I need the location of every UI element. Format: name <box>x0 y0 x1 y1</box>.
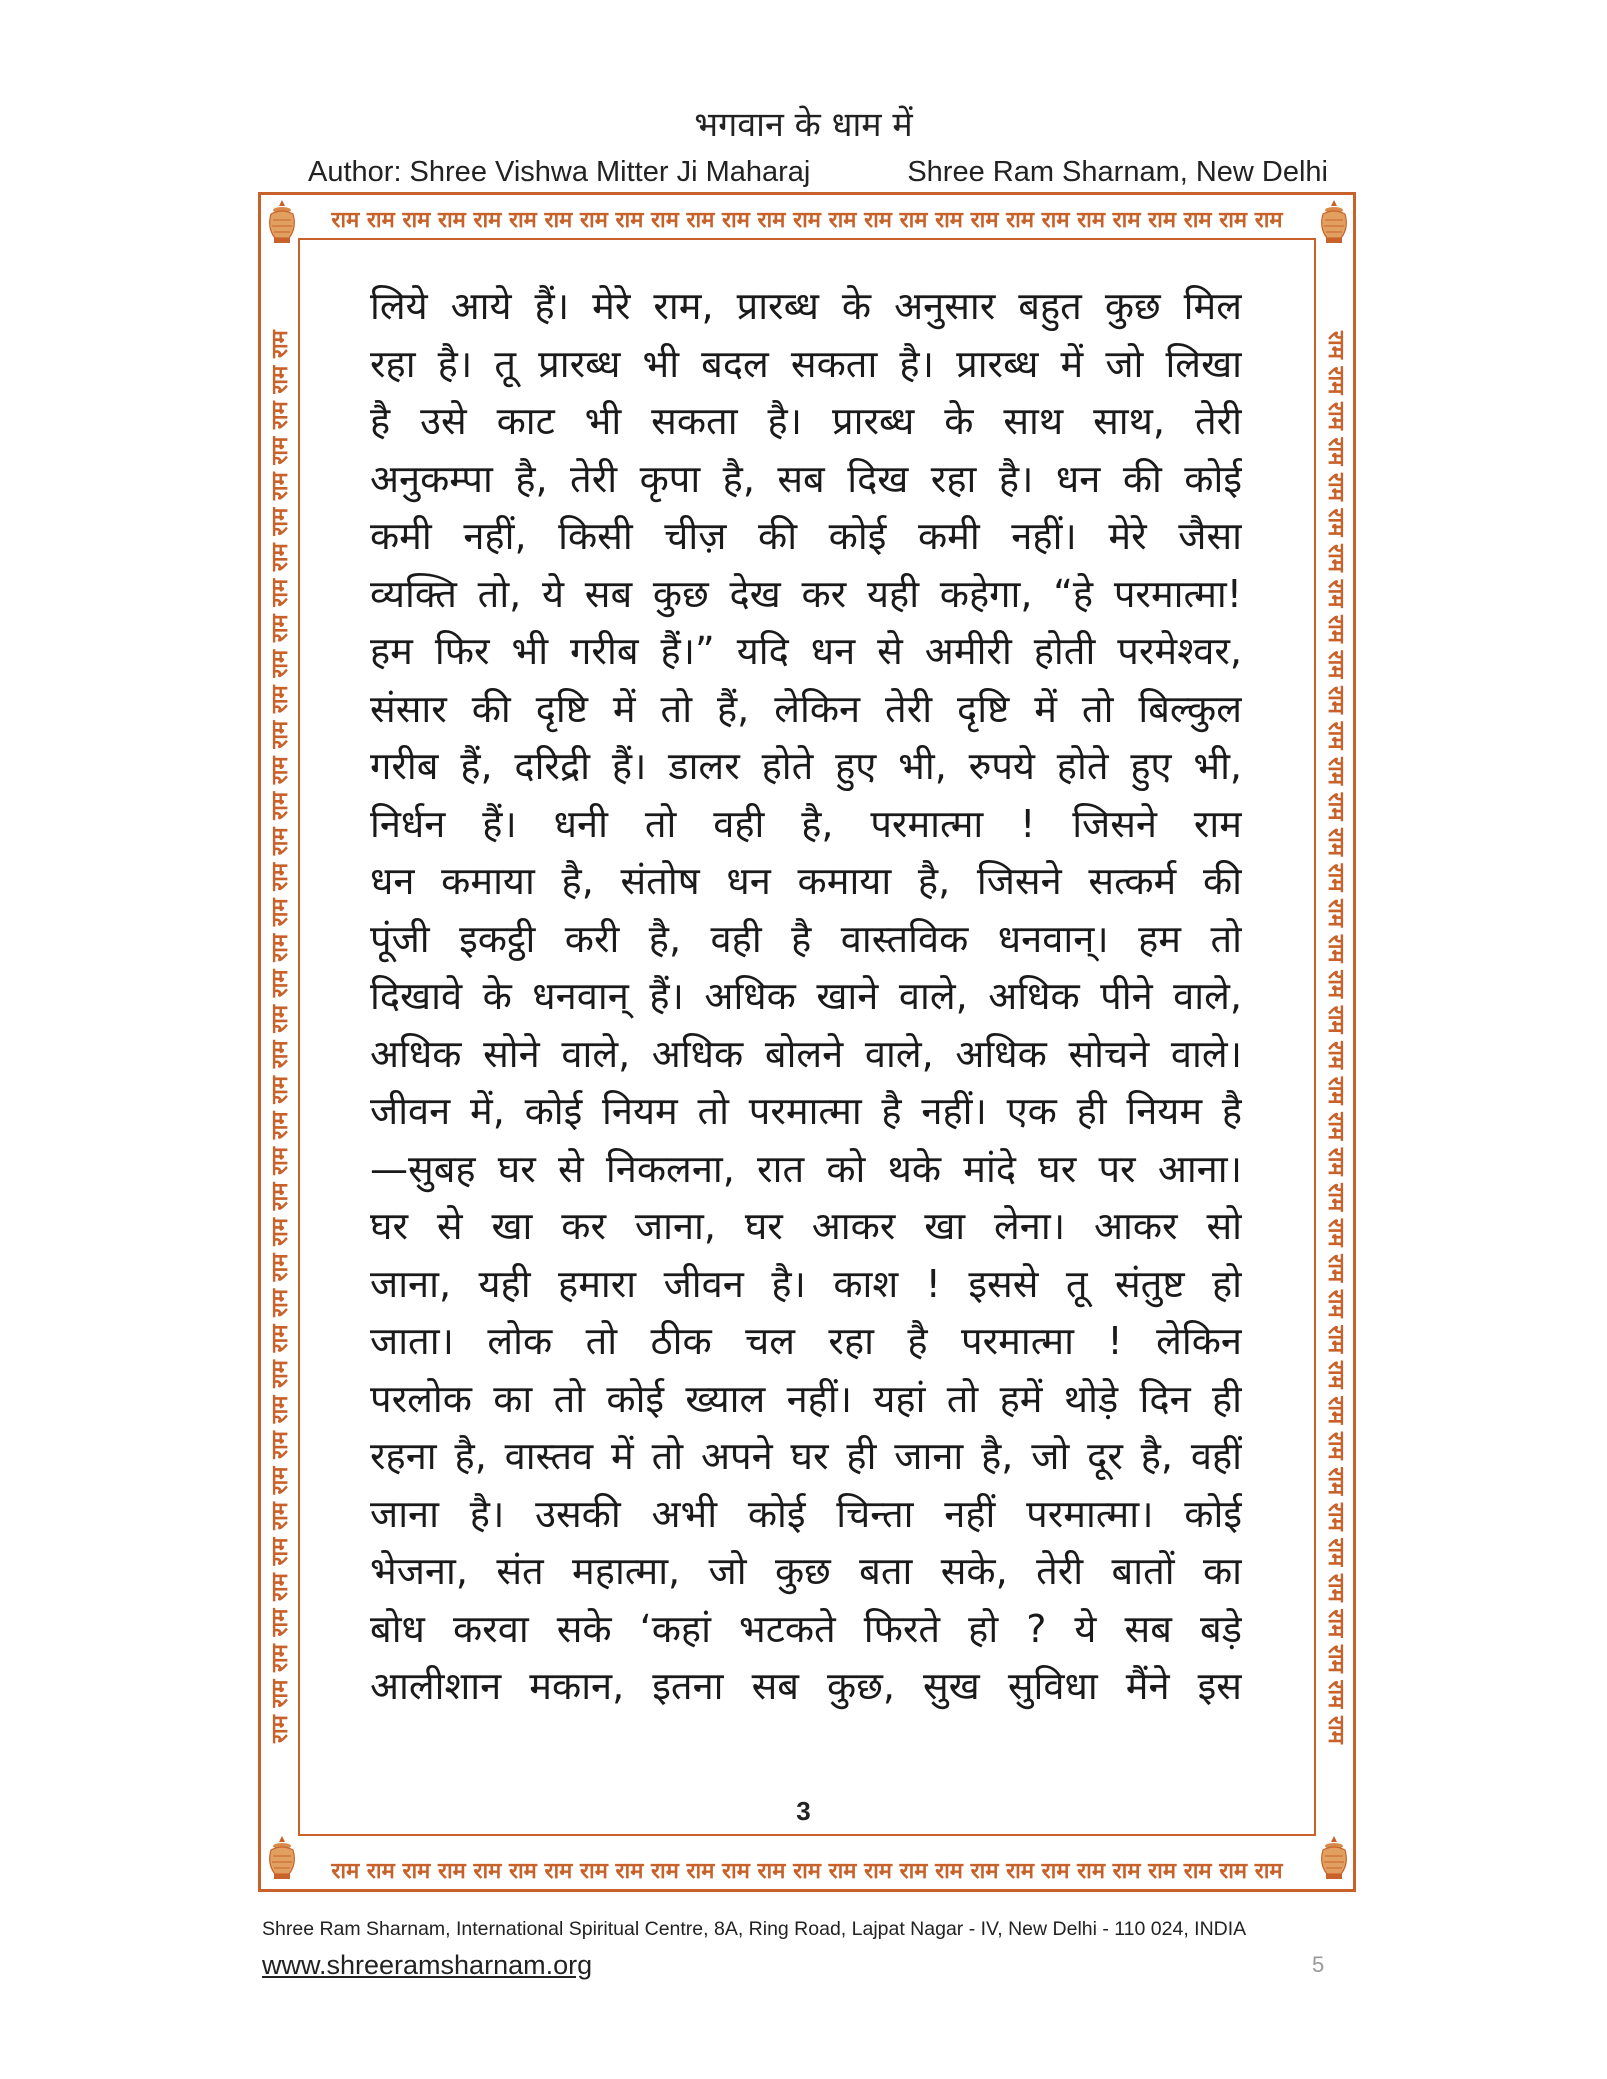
body-line: गरीब हैं, दरिद्री हैं। डालर होते हुए भी, रुपये होते हुए भी, <box>370 744 1242 788</box>
body-line: आलीशान मकान, इतना सब कुछ, सुख सुविधा मैंने इस <box>370 1664 1242 1708</box>
body-line: धन कमाया है, संतोष धन कमाया है, जिसने सत्कर्म की <box>370 859 1242 903</box>
body-line: हम फिर भी गरीब हैं।” यदि धन से अमीरी होती परमेश्वर, <box>370 629 1242 673</box>
author-line <box>308 156 1328 189</box>
body-line: बोध करवा सके ‘कहां भटकते फिरते हो ? ये सब बड़े <box>370 1606 1242 1651</box>
border-band-top: राम राम राम राम राम राम राम राम राम राम राम राम राम राम राम राम राम राम राम राम राम राम राम राम राम राम राम <box>331 208 1283 233</box>
body-line: संसार की दृष्टि में तो हैं, लेकिन तेरी दृष्टि में तो बिल्कुल <box>370 686 1242 731</box>
border-band-bottom: राम राम राम राम राम राम राम राम राम राम राम राम राम राम राम राम राम राम राम राम राम राम राम राम राम राम राम <box>331 1859 1283 1884</box>
body-line: परलोक का तो कोई ख्याल नहीं। यहां तो हमें थोड़े दिन ही <box>370 1376 1242 1421</box>
organization-name: Shree Ram Sharnam, New Delhi <box>907 156 1328 188</box>
body-line: घर से खा कर जाना, घर आकर खा लेना। आकर सो <box>370 1204 1242 1248</box>
body-line: अनुकम्पा है, तेरी कृपा है, सब दिख रहा है। धन की कोई <box>370 456 1242 501</box>
body-line: अधिक सोने वाले, अधिक बोलने वाले, अधिक सोचने वाले। <box>370 1031 1242 1076</box>
body-line: भेजना, संत महात्मा, जो कुछ बता सके, तेरी बातों का <box>370 1549 1242 1593</box>
kalash-icon <box>265 198 299 248</box>
body-line: व्यक्ति तो, ये सब कुछ देख कर यही कहेगा, “हे परमात्मा! <box>370 571 1242 616</box>
page-title: भगवान के धाम में <box>694 105 913 145</box>
footer-address: Shree Ram Sharnam, International Spiritual Centre, 8A, Ring Road, Lajpat Nagar - IV, New Delhi - 110 024, INDIA <box>262 1918 1247 1940</box>
body-line: रहा है। तू प्रारब्ध भी बदल सकता है। प्रारब्ध में जो लिखा <box>370 341 1242 386</box>
body-line: निर्धन हैं। धनी तो वही है, परमात्मा ! जिसने राम <box>370 801 1242 846</box>
author-name: Author: Shree Vishwa Mitter Ji Maharaj <box>308 156 811 188</box>
border-band-left: राम राम राम राम राम राम राम राम राम राम राम राम राम राम राम राम राम राम राम राम राम राम राम राम राम राम राम राम राम राम राम राम राम राम राम राम राम राम राम राम <box>268 330 293 1744</box>
body-line: रहना है, वास्तव में तो अपने घर ही जाना है, जो दूर है, वहीं <box>370 1434 1242 1478</box>
body-line: —सुबह घर से निकलना, रात को थके मांदे घर पर आना। <box>370 1146 1242 1191</box>
body-line: है उसे काट भी सकता है। प्रारब्ध के साथ साथ, तेरी <box>370 399 1242 443</box>
body-line: जीवन में, कोई नियम तो परमात्मा है नहीं। एक ही नियम है <box>370 1089 1242 1133</box>
body-line: कमी नहीं, किसी चीज़ की कोई कमी नहीं। मेरे जैसा <box>370 514 1242 558</box>
body-line: दिखावे के धनवान् हैं। अधिक खाने वाले, अधिक पीने वाले, <box>370 974 1242 1018</box>
inner-page-number: 3 <box>796 1796 811 1826</box>
kalash-icon <box>1317 198 1351 248</box>
body-line: जाता। लोक तो ठीक चल रहा है परमात्मा ! लेकिन <box>370 1319 1242 1363</box>
body-line: जाना, यही हमारा जीवन है। काश ! इससे तू संतुष्ट हो <box>370 1261 1242 1306</box>
footer-website-link[interactable]: www.shreeramsharnam.org <box>262 1950 593 1980</box>
body-text <box>370 278 1242 1716</box>
body-line: जाना है। उसकी अभी कोई चिन्ता नहीं परमात्मा। कोई <box>370 1491 1242 1536</box>
kalash-icon <box>1317 1834 1351 1884</box>
body-line: लिये आये हैं। मेरे राम, प्रारब्ध के अनुसार बहुत कुछ मिल <box>370 284 1242 328</box>
kalash-icon <box>265 1834 299 1884</box>
border-band-right: राम राम राम राम राम राम राम राम राम राम राम राम राम राम राम राम राम राम राम राम राम राम राम राम राम राम राम राम राम राम राम राम राम राम राम राम राम राम राम राम <box>1323 330 1348 1744</box>
body-line: पूंजी इकट्ठी करी है, वही है वास्तविक धनवान्। हम तो <box>370 916 1242 961</box>
pdf-page-number: 5 <box>1312 1952 1325 1977</box>
